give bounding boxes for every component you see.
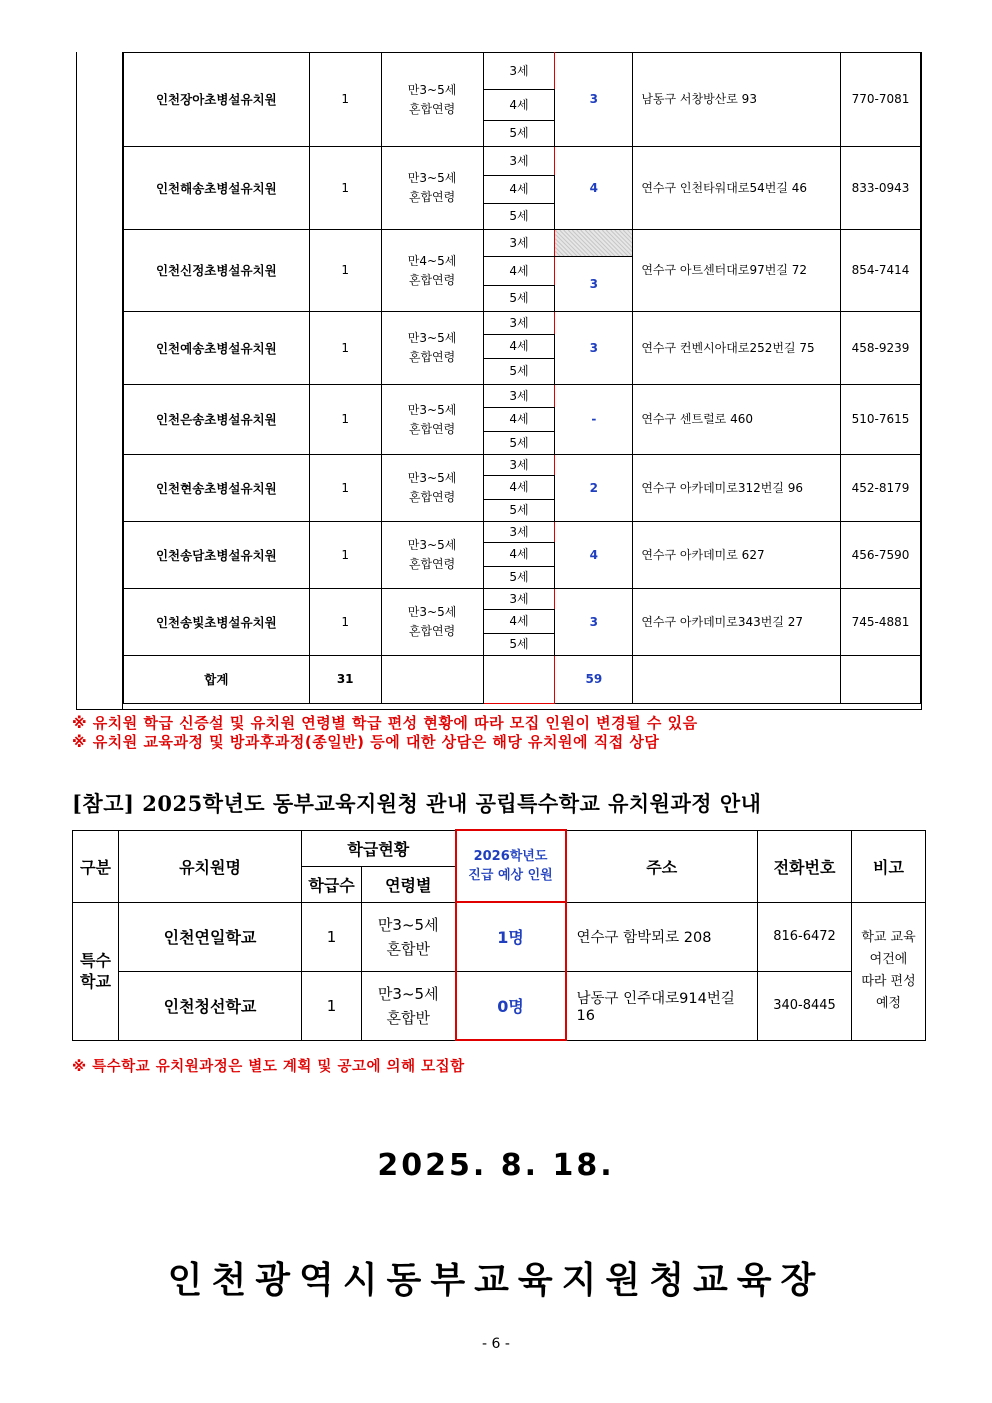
age-cell: 4세 — [483, 335, 555, 359]
age-cell: 3세 — [483, 522, 555, 543]
remark-line3: 따라 편성 — [861, 974, 916, 989]
header-classes: 학급수 — [302, 866, 362, 902]
age-cell: 4세 — [483, 90, 555, 121]
age-cell: 3세 — [483, 147, 555, 176]
kindergarten-mixed-age — [381, 522, 483, 589]
expected-count: - — [555, 385, 633, 455]
age-cell: 5세 — [483, 286, 555, 312]
kindergarten-name: 인천현송초병설유치원 — [124, 455, 310, 522]
total-empty — [633, 656, 841, 704]
kindergarten-name: 인천예송초병설유치원 — [124, 312, 310, 385]
kindergarten-address: 연수구 아트센터대로97번길 72 — [633, 230, 841, 312]
kindergarten-row — [124, 230, 921, 257]
age-cell: 3세 — [483, 53, 555, 90]
age-cell: 4세 — [483, 176, 555, 204]
age-cell: 5세 — [483, 359, 555, 385]
expected-count: 3 — [555, 589, 633, 656]
total-expected: 59 — [555, 656, 633, 704]
kindergarten-address: 연수구 인천타워대로54번길 46 — [633, 147, 841, 230]
mixed-age-line1: 만3~5세 — [407, 605, 457, 619]
age-cell: 4세 — [483, 476, 555, 500]
kindergarten-phone: 458-9239 — [841, 312, 921, 385]
age-cell: 3세 — [483, 589, 555, 610]
mixed-age-line1: 만4~5세 — [407, 253, 457, 268]
school-expected: 0명 — [456, 971, 566, 1040]
age-cell: 5세 — [483, 121, 555, 147]
kindergarten-classes: 1 — [309, 147, 381, 230]
document-date: 2025. 8. 18. — [377, 1148, 615, 1183]
kindergarten-address: 연수구 아카데미로 627 — [633, 522, 841, 589]
header-age: 연령별 — [362, 866, 456, 902]
special-school-table — [72, 829, 926, 1041]
kindergarten-phone: 770-7081 — [841, 53, 921, 147]
kindergarten-address: 연수구 아카데미로312번길 96 — [633, 455, 841, 522]
remark-line4: 예정 — [875, 996, 902, 1011]
kindergarten-name: 인천송담초병설유치원 — [124, 522, 310, 589]
kindergarten-classes: 1 — [309, 53, 381, 147]
shaded-cell — [555, 230, 633, 257]
expected-count: 3 — [555, 53, 633, 147]
mixed-age-line2: 혼합연령 — [408, 557, 456, 571]
school-address: 남동구 인주대로914번길 16 — [566, 971, 758, 1040]
kindergarten-row — [124, 385, 921, 408]
age-cell: 4세 — [483, 543, 555, 567]
mixed-age-line1: 만3~5세 — [407, 331, 457, 345]
age-cell: 4세 — [483, 257, 555, 286]
kindergarten-mixed-age — [381, 53, 483, 147]
age-cell: 3세 — [483, 230, 555, 257]
kindergarten-phone: 456-7590 — [841, 522, 921, 589]
age-cell: 5세 — [483, 634, 555, 656]
kindergarten-classes: 1 — [309, 385, 381, 455]
mixed-age-line2: 혼합연령 — [408, 101, 456, 116]
remark-cell — [852, 902, 926, 1040]
category-line2: 학교 — [80, 972, 111, 991]
note-line-2: ※ 유치원 교육과정 및 방과후과정(종일반) 등에 대한 상담은 해당 유치원에 직접 상담 — [72, 733, 660, 751]
header-expected-line1: 2026학년도 — [473, 849, 548, 864]
kindergarten-row — [124, 147, 921, 176]
school-classes: 1 — [302, 902, 362, 971]
age-cell: 5세 — [483, 432, 555, 455]
total-classes: 31 — [309, 656, 381, 704]
kindergarten-row — [124, 312, 921, 335]
kindergarten-address: 연수구 아카데미로343번길 27 — [633, 589, 841, 656]
kindergarten-mixed-age — [381, 385, 483, 455]
mixed-age-line2: 혼합연령 — [408, 624, 456, 638]
remark-line1: 학교 교육 — [861, 930, 916, 945]
kindergarten-address: 연수구 컨벤시아대로252번길 75 — [633, 312, 841, 385]
note-line-1: ※ 유치원 학급 신증설 및 유치원 연령별 학급 편성 현황에 따라 모집 인원이 변경될 수 있음 — [72, 714, 698, 732]
school-age-line2: 혼합반 — [386, 1008, 430, 1027]
kindergarten-mixed-age — [381, 312, 483, 385]
kindergarten-row — [124, 455, 921, 476]
age-cell: 5세 — [483, 567, 555, 589]
school-name: 인천연일학교 — [119, 902, 302, 971]
expected-count: 3 — [555, 312, 633, 385]
remark-line2: 여건에 — [869, 952, 908, 967]
total-empty — [483, 656, 555, 704]
kindergarten-classes: 1 — [309, 455, 381, 522]
age-cell: 3세 — [483, 385, 555, 408]
school-age-line2: 혼합반 — [386, 939, 430, 958]
school-phone: 340-8445 — [758, 971, 852, 1040]
kindergarten-classes: 1 — [309, 312, 381, 385]
mixed-age-line1: 만3~5세 — [407, 171, 457, 185]
mixed-age-line2: 혼합연령 — [408, 490, 456, 504]
expected-count: 2 — [555, 455, 633, 522]
age-cell: 3세 — [483, 312, 555, 335]
header-name: 유치원명 — [119, 830, 302, 902]
category-line1: 특수 — [80, 951, 111, 970]
age-cell: 4세 — [483, 610, 555, 634]
school-expected: 1명 — [456, 902, 566, 971]
section-title: [참고] 2025학년도 동부교육지원청 관내 공립특수학교 유치원과정 안내 — [72, 791, 762, 816]
kindergarten-address: 남동구 서창방산로 93 — [633, 53, 841, 147]
kindergarten-name: 인천송빛초병설유치원 — [124, 589, 310, 656]
kindergarten-name: 인천은송초병설유치원 — [124, 385, 310, 455]
mixed-age-line2: 혼합연령 — [408, 190, 456, 204]
header-address: 주소 — [566, 830, 758, 902]
school-classes: 1 — [302, 971, 362, 1040]
expected-count: 3 — [555, 257, 633, 312]
school-phone: 816-6472 — [758, 902, 852, 971]
kindergarten-phone: 745-4881 — [841, 589, 921, 656]
kindergarten-mixed-age — [381, 147, 483, 230]
kindergarten-name: 인천신정초병설유치원 — [124, 230, 310, 312]
signer-title: 인천광역시동부교육지원청교육장 — [167, 1260, 825, 1301]
total-empty — [381, 656, 483, 704]
mixed-age-line2: 혼합연령 — [408, 421, 456, 436]
table-left-gutter — [77, 52, 123, 709]
expected-count: 4 — [555, 522, 633, 589]
header-phone: 전화번호 — [758, 830, 852, 902]
header-expected — [456, 830, 566, 902]
kindergarten-row — [124, 522, 921, 543]
mixed-age-line1: 만3~5세 — [407, 82, 457, 97]
page-number: - 6 - — [482, 1336, 510, 1352]
kindergarten-mixed-age — [381, 589, 483, 656]
age-cell: 5세 — [483, 500, 555, 522]
school-address: 연수구 함박뫼로 208 — [566, 902, 758, 971]
age-cell: 5세 — [483, 204, 555, 230]
total-label: 합계 — [124, 656, 310, 704]
kindergarten-classes: 1 — [309, 230, 381, 312]
expected-count: 4 — [555, 147, 633, 230]
kindergarten-table-frame — [76, 52, 922, 710]
school-age-line1: 만3~5세 — [377, 984, 439, 1003]
school-name: 인천청선학교 — [119, 971, 302, 1040]
kindergarten-phone: 510-7615 — [841, 385, 921, 455]
kindergarten-table — [123, 52, 921, 704]
special-note: ※ 특수학교 유치원과정은 별도 계획 및 공고에 의해 모집함 — [72, 1059, 465, 1075]
kindergarten-row — [124, 589, 921, 610]
kindergarten-row — [124, 53, 921, 90]
header-status: 학급현황 — [302, 830, 456, 866]
mixed-age-line1: 만3~5세 — [407, 402, 457, 417]
kindergarten-name: 인천해송초병설유치원 — [124, 147, 310, 230]
school-age — [362, 971, 456, 1040]
category-cell — [73, 902, 119, 1040]
kindergarten-address: 연수구 센트럴로 460 — [633, 385, 841, 455]
mixed-age-line1: 만3~5세 — [407, 471, 457, 485]
total-row — [124, 656, 921, 704]
mixed-age-line2: 혼합연령 — [408, 350, 456, 364]
age-cell: 3세 — [483, 455, 555, 476]
kindergarten-name: 인천장아초병설유치원 — [124, 53, 310, 147]
kindergarten-phone: 833-0943 — [841, 147, 921, 230]
school-age-line1: 만3~5세 — [377, 915, 439, 934]
kindergarten-mixed-age — [381, 230, 483, 312]
mixed-age-line2: 혼합연령 — [408, 272, 456, 287]
header-expected-line2: 진급 예상 인원 — [468, 868, 553, 883]
header-remark: 비고 — [852, 830, 926, 902]
school-age — [362, 902, 456, 971]
kindergarten-classes: 1 — [309, 589, 381, 656]
age-cell: 4세 — [483, 408, 555, 432]
total-empty — [841, 656, 921, 704]
mixed-age-line1: 만3~5세 — [407, 538, 457, 552]
kindergarten-mixed-age — [381, 455, 483, 522]
kindergarten-phone: 452-8179 — [841, 455, 921, 522]
header-category: 구분 — [73, 830, 119, 902]
kindergarten-classes: 1 — [309, 522, 381, 589]
kindergarten-phone: 854-7414 — [841, 230, 921, 312]
